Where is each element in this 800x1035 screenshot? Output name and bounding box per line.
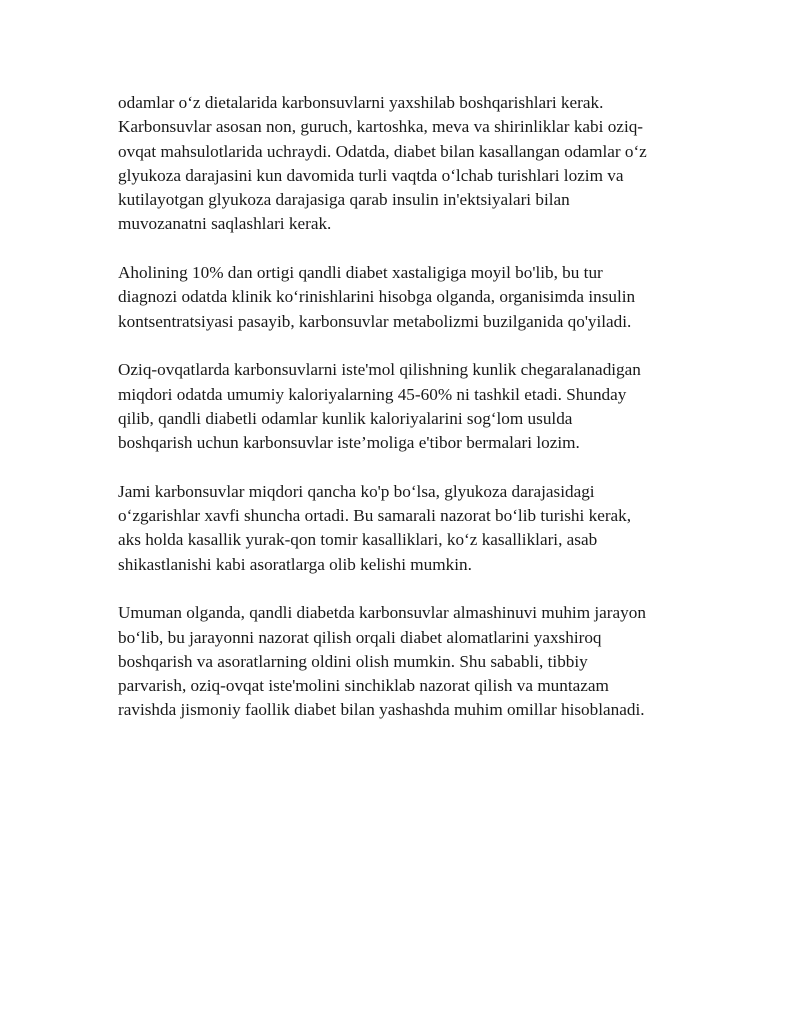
text-line: Jami karbonsuvlar miqdori qancha ko'p bo‘lsa, glyukoza darajasidagi bbox=[118, 481, 595, 501]
text-line: Aholining 10% dan ortigi qandli diabet xastaligiga moyil bo'lib, bu tur bbox=[118, 263, 603, 283]
text-line: miqdori odatda umumiy kaloriyalarning 45-60% ni tashkil etadi. Shunday bbox=[118, 384, 627, 404]
text-line: muvozanatni saqlashlari kerak. bbox=[118, 214, 332, 234]
text-line: parvarish, oziq-ovqat iste'molini sinchiklab nazorat qilish va muntazam bbox=[118, 676, 609, 696]
text-line: Karbonsuvlar asosan non, guruch, kartoshka, meva va shirinliklar kabi oziq- bbox=[118, 117, 644, 137]
paragraph-5 bbox=[118, 601, 698, 722]
text-line: ovqat mahsulotlarida uchraydi. Odatda, diabet bilan kasallangan odamlar o‘z bbox=[118, 141, 647, 161]
text-line: qilib, qandli diabetli odamlar kunlik kaloriyalarini sog‘lom usulda bbox=[118, 408, 573, 428]
paragraph-1 bbox=[118, 91, 698, 237]
text-line: aks holda kasallik yurak-qon tomir kasalliklari, ko‘z kasalliklari, asab bbox=[118, 530, 598, 550]
text-line: ravishda jismoniy faollik diabet bilan yashashda muhim omillar hisoblanadi. bbox=[118, 700, 645, 720]
text-line: glyukoza darajasini kun davomida turli vaqtda o‘lchab turishlari lozim va bbox=[118, 165, 624, 185]
text-line: odamlar o‘z dietalarida karbonsuvlarni yaxshilab boshqarishlari kerak. bbox=[118, 93, 604, 112]
text-line: shikastlanishi kabi asoratlarga olib kelishi mumkin. bbox=[118, 554, 472, 574]
text-line: boshqarish uchun karbonsuvlar iste’moliga e'tibor bermalari lozim. bbox=[118, 433, 580, 453]
text-line: boshqarish va asoratlarning oldini olish mumkin. Shu sababli, tibbiy bbox=[118, 651, 588, 671]
text-line: Umuman olganda, qandli diabetda karbonsuvlar almashinuvi muhim jarayon bbox=[118, 603, 646, 623]
paragraph-3 bbox=[118, 358, 698, 455]
paragraph-2 bbox=[118, 261, 698, 334]
text-line: diagnozi odatda klinik ko‘rinishlarini hisobga olganda, organisimda insulin bbox=[118, 287, 636, 307]
text-line: Oziq-ovqatlarda karbonsuvlarni iste'mol qilishning kunlik chegaralanadigan bbox=[118, 360, 641, 380]
text-line: o‘zgarishlar xavfi shuncha ortadi. Bu samarali nazorat bo‘lib turishi kerak, bbox=[118, 506, 632, 526]
document-body bbox=[118, 91, 698, 747]
paragraph-4 bbox=[118, 480, 698, 577]
text-line: bo‘lib, bu jarayonni nazorat qilish orqali diabet alomatlarini yaxshiroq bbox=[118, 627, 602, 647]
text-line: kontsentratsiyasi pasayib, karbonsuvlar metabolizmi buzilganida qo'yiladi. bbox=[118, 311, 632, 331]
text-line: kutilayotgan glyukoza darajasiga qarab insulin in'ektsiyalari bilan bbox=[118, 190, 570, 210]
